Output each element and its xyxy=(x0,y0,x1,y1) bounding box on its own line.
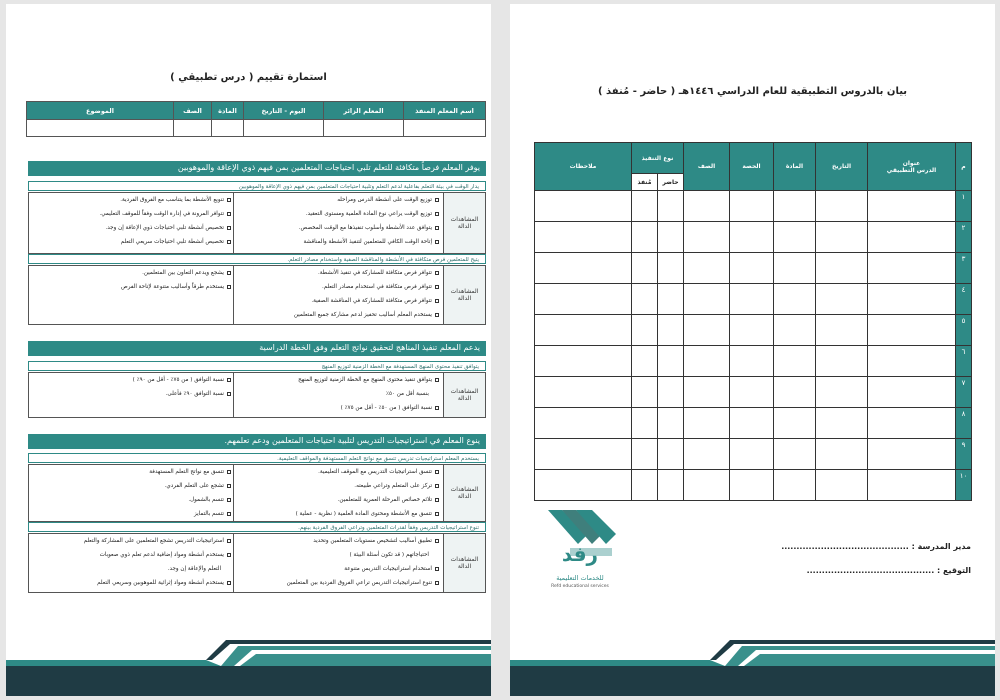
table-cell[interactable] xyxy=(816,191,868,222)
checklist-item[interactable]: تتسم بالشمول. xyxy=(29,493,235,507)
table-cell[interactable] xyxy=(658,284,684,315)
row-number: ٣ xyxy=(956,253,972,284)
checklist-item[interactable]: تتسم بالتمايز xyxy=(29,507,235,521)
table-cell[interactable] xyxy=(632,470,658,501)
section-3b-col-a xyxy=(233,534,443,592)
table-cell[interactable] xyxy=(730,315,774,346)
table-cell[interactable] xyxy=(730,439,774,470)
table-cell[interactable] xyxy=(684,315,730,346)
section-1b-col-b xyxy=(29,266,235,324)
principal-label: مدير المدرسة : .......................................... xyxy=(781,542,971,551)
observed-label: المشاهدات الدالة xyxy=(443,266,485,324)
section-2a-block xyxy=(28,372,486,418)
table-cell[interactable] xyxy=(816,377,868,408)
table-cell[interactable] xyxy=(658,253,684,284)
section-1b-block xyxy=(28,265,486,325)
table-cell[interactable] xyxy=(658,315,684,346)
logo-english: Refd educational services xyxy=(551,584,609,589)
checkbox-icon[interactable] xyxy=(435,198,439,202)
checklist-item[interactable]: إتاحة الوقت الكافي للمتعلمين لتنفيذ الأنشطة والمناقشة xyxy=(234,235,443,249)
checkbox-icon[interactable] xyxy=(227,470,231,474)
table-row xyxy=(535,439,972,470)
header-subject: المادة xyxy=(212,102,244,120)
checkbox-icon[interactable] xyxy=(435,226,439,230)
table-cell[interactable] xyxy=(632,191,658,222)
left-page xyxy=(6,4,491,696)
form-title: استمارة تقييم ( درس تطبيقي ) xyxy=(170,72,327,83)
section-3b-block xyxy=(28,533,486,593)
checkbox-icon[interactable] xyxy=(227,484,231,488)
logo-subtitle: للخدمات التعليمية xyxy=(556,574,604,582)
checkbox-icon[interactable] xyxy=(227,226,231,230)
section-3b-col-b xyxy=(29,534,235,592)
table-cell[interactable] xyxy=(658,191,684,222)
checklist-item[interactable]: تشجع على التعلم الفردي. xyxy=(29,479,235,493)
table-cell[interactable] xyxy=(658,470,684,501)
table-row xyxy=(535,315,972,346)
table-cell[interactable] xyxy=(632,439,658,470)
table-cell[interactable] xyxy=(816,470,868,501)
section-1b-col-a xyxy=(233,266,443,324)
section-3a-subtitle: يستخدم المعلم استراتيجيات تدريس تتسق مع نواتج التعلم المستهدفة والمواقف التعليمية. xyxy=(28,453,486,463)
section-3b-subtitle: تنوع استراتيجيات التدريس وفقاً لقدرات المتعلمين وتراعي الفروق الفردية بينهم. xyxy=(28,522,486,532)
checkbox-icon[interactable] xyxy=(435,285,439,289)
checklist-item[interactable]: يستخدم المعلم أساليب تحفيز لدعم مشاركة جميع المتعلمين xyxy=(234,308,443,322)
table-cell[interactable] xyxy=(868,284,956,315)
checklist-item[interactable]: تتسق استراتيجيات التدريس مع الموقف التعليمية. xyxy=(234,465,443,479)
checklist-item[interactable]: توزيع الوقت يراعي نوع المادة العلمية ومستوى التعقيد. xyxy=(234,207,443,221)
table-cell[interactable] xyxy=(730,408,774,439)
table-cell[interactable] xyxy=(535,439,632,470)
table-cell[interactable] xyxy=(658,408,684,439)
section-2a-col-a xyxy=(233,373,443,417)
table-cell[interactable] xyxy=(535,346,632,377)
checklist-item[interactable]: نسبة التوافق ٩٠٪ فأعلى. xyxy=(29,387,235,401)
table-cell[interactable] xyxy=(658,439,684,470)
checkbox-icon[interactable] xyxy=(227,378,231,382)
col-notes: ملاحظات xyxy=(535,143,632,191)
header-grade: الصف xyxy=(174,102,212,120)
col-grade: الصف xyxy=(684,143,730,191)
table-cell[interactable] xyxy=(774,315,816,346)
table-cell[interactable] xyxy=(684,346,730,377)
table-cell[interactable] xyxy=(774,439,816,470)
table-cell[interactable] xyxy=(684,408,730,439)
table-row xyxy=(535,191,972,222)
checklist-item[interactable]: يتوافق عدد الأنشطة وأسلوب تنفيذها مع الوقت المخصص. xyxy=(234,221,443,235)
table-cell[interactable] xyxy=(816,315,868,346)
table-cell[interactable] xyxy=(658,346,684,377)
row-number: ١ xyxy=(956,191,972,222)
checkbox-icon[interactable] xyxy=(435,299,439,303)
checklist-item[interactable]: تخصيص أنشطة تلبي احتياجات سريعي التعلم xyxy=(29,235,235,249)
checklist-item: احتياجاتهم ( قد تكون أسئلة البيئة ) xyxy=(349,552,429,558)
footer-stripes xyxy=(510,636,995,696)
checkbox-icon[interactable] xyxy=(435,271,439,275)
statement-title: بيان بالدروس التطبيقية للعام الدراسي ١٤٤٦هـ ( حاضر - مُنفذ ) xyxy=(597,86,908,97)
lessons-table xyxy=(534,142,972,501)
checkbox-icon[interactable] xyxy=(227,512,231,516)
checklist-item[interactable]: توزيع الوقت على أنشطة الدرس ومراحله xyxy=(234,193,443,207)
section-1a-col-a xyxy=(233,193,443,253)
checklist-item[interactable]: يشجع ويدعم التعاون بين المتعلمين. xyxy=(29,266,235,280)
checklist-item: التعلم والإعاقة إن وجد. xyxy=(167,566,221,572)
table-cell[interactable] xyxy=(535,222,632,253)
table-cell[interactable] xyxy=(658,377,684,408)
table-cell[interactable] xyxy=(684,253,730,284)
table-cell[interactable] xyxy=(535,191,632,222)
table-row xyxy=(535,470,972,501)
section-1a-block xyxy=(28,192,486,254)
checklist-item[interactable]: يستخدم أنشطة ومواد إضافية لدعم تعلم ذوي صعوبات xyxy=(29,548,235,562)
table-cell[interactable] xyxy=(684,191,730,222)
table-cell[interactable] xyxy=(868,470,956,501)
section-1-title: يوفر المعلم فرصاً متكافئة للتعلم تلبي احتياجات المتعلمين بمن فيهم ذوي الإعاقة والموهوبين xyxy=(28,161,486,176)
date-field[interactable] xyxy=(244,120,324,137)
table-row xyxy=(535,346,972,377)
table-cell[interactable] xyxy=(774,377,816,408)
checkbox-icon[interactable] xyxy=(227,392,231,396)
col-subject: المادة xyxy=(774,143,816,191)
checkbox-icon[interactable] xyxy=(435,470,439,474)
col-exec-type: نوع التنفيذ xyxy=(632,143,684,174)
table-cell[interactable] xyxy=(535,315,632,346)
table-cell[interactable] xyxy=(816,408,868,439)
row-number: ٥ xyxy=(956,315,972,346)
table-cell[interactable] xyxy=(684,439,730,470)
table-cell[interactable] xyxy=(816,346,868,377)
checkbox-icon[interactable] xyxy=(435,313,439,317)
table-cell[interactable] xyxy=(632,377,658,408)
section-1a-subtitle: يدار الوقت في بيئة التعلم بفاعلية لدعم التعلم وتلبية احتياجات المتعلمين بمن فيهم ذوي الإعاقة والموهوبين xyxy=(28,181,486,191)
checklist-item[interactable]: تتوافر فرص متكافئة للمشاركة في تنفيذ الأنشطة. xyxy=(234,266,443,280)
checklist-item[interactable]: تلائم خصائص المرحلة العمرية للمتعلمين. xyxy=(234,493,443,507)
table-cell[interactable] xyxy=(774,346,816,377)
checklist-item[interactable]: تنوع استراتيجيات التدريس تراعي الفروق الفردية بين المتعلمين xyxy=(234,576,443,590)
table-cell[interactable] xyxy=(868,346,956,377)
table-cell[interactable] xyxy=(868,408,956,439)
row-number: ٧ xyxy=(956,377,972,408)
table-cell[interactable] xyxy=(632,222,658,253)
checklist-item[interactable]: نسبة التوافق ( من ٥٠٪ - أقل من ٧٥٪ ) xyxy=(234,401,443,415)
checkbox-icon[interactable] xyxy=(227,198,231,202)
col-period: الحصة xyxy=(730,143,774,191)
section-2a-subtitle: يتوافق تنفيذ محتوى المنهج المستهدفة مع الخطة الزمنية لتوزيع المنهج xyxy=(28,361,486,371)
checkbox-icon[interactable] xyxy=(227,271,231,275)
checklist-item[interactable]: تخصيص أنشطة تلبي احتياجات ذوي الإعاقة إن وجد. xyxy=(29,221,235,235)
table-cell[interactable] xyxy=(730,222,774,253)
table-row xyxy=(535,408,972,439)
table-cell[interactable] xyxy=(535,408,632,439)
table-cell[interactable] xyxy=(774,191,816,222)
checkbox-icon[interactable] xyxy=(227,581,231,585)
signature-label: التوقيع : .......................................... xyxy=(806,566,971,575)
table-cell[interactable] xyxy=(535,253,632,284)
table-cell[interactable] xyxy=(868,191,956,222)
section-3a-col-a xyxy=(233,465,443,521)
checklist-item[interactable]: نسبة التوافق ( من ٧٥٪ - أقل من ٩٠٪ ) xyxy=(29,373,235,387)
visitor-field[interactable] xyxy=(324,120,404,137)
footer-stripes xyxy=(6,636,491,696)
table-cell[interactable] xyxy=(730,346,774,377)
table-cell[interactable] xyxy=(535,284,632,315)
col-date: التاريخ xyxy=(816,143,868,191)
topic-field[interactable] xyxy=(27,120,174,137)
table-cell[interactable] xyxy=(816,253,868,284)
header-topic: الموضوع xyxy=(27,102,174,120)
observed-label: المشاهدات الدالة xyxy=(443,373,485,417)
checkbox-icon[interactable] xyxy=(435,240,439,244)
checkbox-icon[interactable] xyxy=(227,285,231,289)
table-cell[interactable] xyxy=(774,284,816,315)
table-cell[interactable] xyxy=(535,377,632,408)
row-number: ١٠ xyxy=(956,470,972,501)
table-cell[interactable] xyxy=(632,253,658,284)
checklist-item[interactable]: استراتيجيات التدريس تشجع المتعلمين على المشاركة والتعلم xyxy=(29,534,235,548)
checklist-item[interactable]: تركز على المتعلم وتراعي طبيعته. xyxy=(234,479,443,493)
table-cell[interactable] xyxy=(868,253,956,284)
checkbox-icon[interactable] xyxy=(435,581,439,585)
section-3-title: ينوع المعلم في استراتيجيات التدريس لتلبية احتياجات المتعلمين ودعم تعلمهم. xyxy=(28,434,486,449)
checkbox-icon[interactable] xyxy=(435,484,439,488)
checkbox-icon[interactable] xyxy=(227,553,231,557)
section-1b-subtitle: يتيح للمتعلمين فرص متكافئة في الأنشطة والمناقشة الصفية واستخدام مصادر التعلم. xyxy=(28,254,486,264)
checklist-item[interactable]: يتوافق تنفيذ محتوى المنهج مع الخطة الزمنية لتوزيع المنهج xyxy=(234,373,443,387)
refd-logo xyxy=(534,504,626,600)
row-number: ٩ xyxy=(956,439,972,470)
table-cell[interactable] xyxy=(774,222,816,253)
observed-label: المشاهدات الدالة xyxy=(443,193,485,253)
col-executed: مُنفذ xyxy=(632,174,658,191)
grade-field[interactable] xyxy=(174,120,212,137)
table-cell[interactable] xyxy=(868,315,956,346)
checklist-item[interactable]: يستخدم طرقاً وأساليب متنوعة لإتاحة الفرص xyxy=(29,280,235,294)
table-cell[interactable] xyxy=(816,222,868,253)
table-cell[interactable] xyxy=(658,222,684,253)
row-number: ٢ xyxy=(956,222,972,253)
row-number: ٨ xyxy=(956,408,972,439)
observed-label: المشاهدات الدالة xyxy=(443,534,485,592)
section-2-title: يدعم المعلم تنفيذ المناهج لتحقيق نواتج التعلم وفق الخطة الدراسية xyxy=(28,341,486,356)
table-cell[interactable] xyxy=(868,377,956,408)
checklist-item[interactable]: تتسق مع نواتج التعلم المستهدفة xyxy=(29,465,235,479)
table-cell[interactable] xyxy=(730,253,774,284)
table-cell[interactable] xyxy=(730,470,774,501)
checklist-item[interactable]: استخدام استراتيجيات التدريس متنوعة xyxy=(234,562,443,576)
table-cell[interactable] xyxy=(868,222,956,253)
evaluation-header-table xyxy=(26,101,486,137)
checkbox-icon[interactable] xyxy=(435,512,439,516)
table-cell[interactable] xyxy=(868,439,956,470)
checkbox-icon[interactable] xyxy=(435,498,439,502)
checkbox-icon[interactable] xyxy=(435,212,439,216)
table-row xyxy=(535,253,972,284)
checkbox-icon[interactable] xyxy=(227,498,231,502)
table-cell[interactable] xyxy=(684,377,730,408)
section-3a-col-b xyxy=(29,465,235,521)
table-cell[interactable] xyxy=(774,470,816,501)
table-cell[interactable] xyxy=(684,222,730,253)
table-cell[interactable] xyxy=(632,346,658,377)
row-number: ٦ xyxy=(956,346,972,377)
logo-name: رفد xyxy=(561,542,599,566)
section-2a-col-b xyxy=(29,373,235,417)
checklist-item[interactable]: تطبيق أساليب لتشخيص مستويات المتعلمين وتحديد xyxy=(234,534,443,548)
header-day-date: اليوم - التاريخ xyxy=(244,102,324,120)
section-3a-block xyxy=(28,464,486,522)
checklist-item[interactable]: تتوافر فرص متكافئة للمشاركة في المناقشة الصفية. xyxy=(234,294,443,308)
checklist-item[interactable]: تتسق مع الأنشطة ومحتوى المادة العلمية ( نظرية - عملية ) xyxy=(234,507,443,521)
checklist-item[interactable]: تنويع الأنشطة بما يتناسب مع الفروق الفردية. xyxy=(29,193,235,207)
checkbox-icon[interactable] xyxy=(435,567,439,571)
header-visitor: المعلم الزائر xyxy=(324,102,404,120)
table-row xyxy=(535,377,972,408)
table-cell[interactable] xyxy=(816,284,868,315)
checkbox-icon[interactable] xyxy=(435,406,439,410)
table-cell[interactable] xyxy=(730,284,774,315)
checkbox-icon[interactable] xyxy=(435,539,439,543)
table-cell[interactable] xyxy=(632,315,658,346)
col-lesson: عنوان الدرس التطبيقي xyxy=(868,143,956,191)
section-1a-col-b xyxy=(29,193,235,253)
table-row xyxy=(535,284,972,315)
table-row xyxy=(535,222,972,253)
table-cell[interactable] xyxy=(632,284,658,315)
table-cell[interactable] xyxy=(774,408,816,439)
right-page xyxy=(510,4,995,696)
subject-field[interactable] xyxy=(212,120,244,137)
teacher-field[interactable] xyxy=(404,120,486,137)
table-cell[interactable] xyxy=(730,191,774,222)
table-cell[interactable] xyxy=(632,408,658,439)
col-num: م xyxy=(956,143,972,191)
row-number: ٤ xyxy=(956,284,972,315)
table-cell[interactable] xyxy=(774,253,816,284)
checkbox-icon[interactable] xyxy=(435,378,439,382)
checkbox-icon[interactable] xyxy=(227,240,231,244)
table-cell[interactable] xyxy=(730,377,774,408)
table-cell[interactable] xyxy=(535,470,632,501)
col-present: حاضر xyxy=(658,174,684,191)
checklist-item[interactable]: يستخدم أنشطة ومواد إثرائية للموهوبين وسريعي التعلم xyxy=(29,576,235,590)
table-cell[interactable] xyxy=(684,470,730,501)
checklist-item[interactable]: تتوافر المرونة في إدارة الوقت وفقاً للموقف التعليمي. xyxy=(29,207,235,221)
observed-label: المشاهدات الدالة xyxy=(443,465,485,521)
checkbox-icon[interactable] xyxy=(227,539,231,543)
header-teacher: اسم المعلم المنفذ xyxy=(404,102,486,120)
table-cell[interactable] xyxy=(816,439,868,470)
checklist-item: بنسبة أقل من ٥٠٪ xyxy=(385,391,429,397)
table-cell[interactable] xyxy=(684,284,730,315)
checkbox-icon[interactable] xyxy=(227,212,231,216)
checklist-item[interactable]: تتوافر فرص متكافئة في استخدام مصادر التعلم. xyxy=(234,280,443,294)
